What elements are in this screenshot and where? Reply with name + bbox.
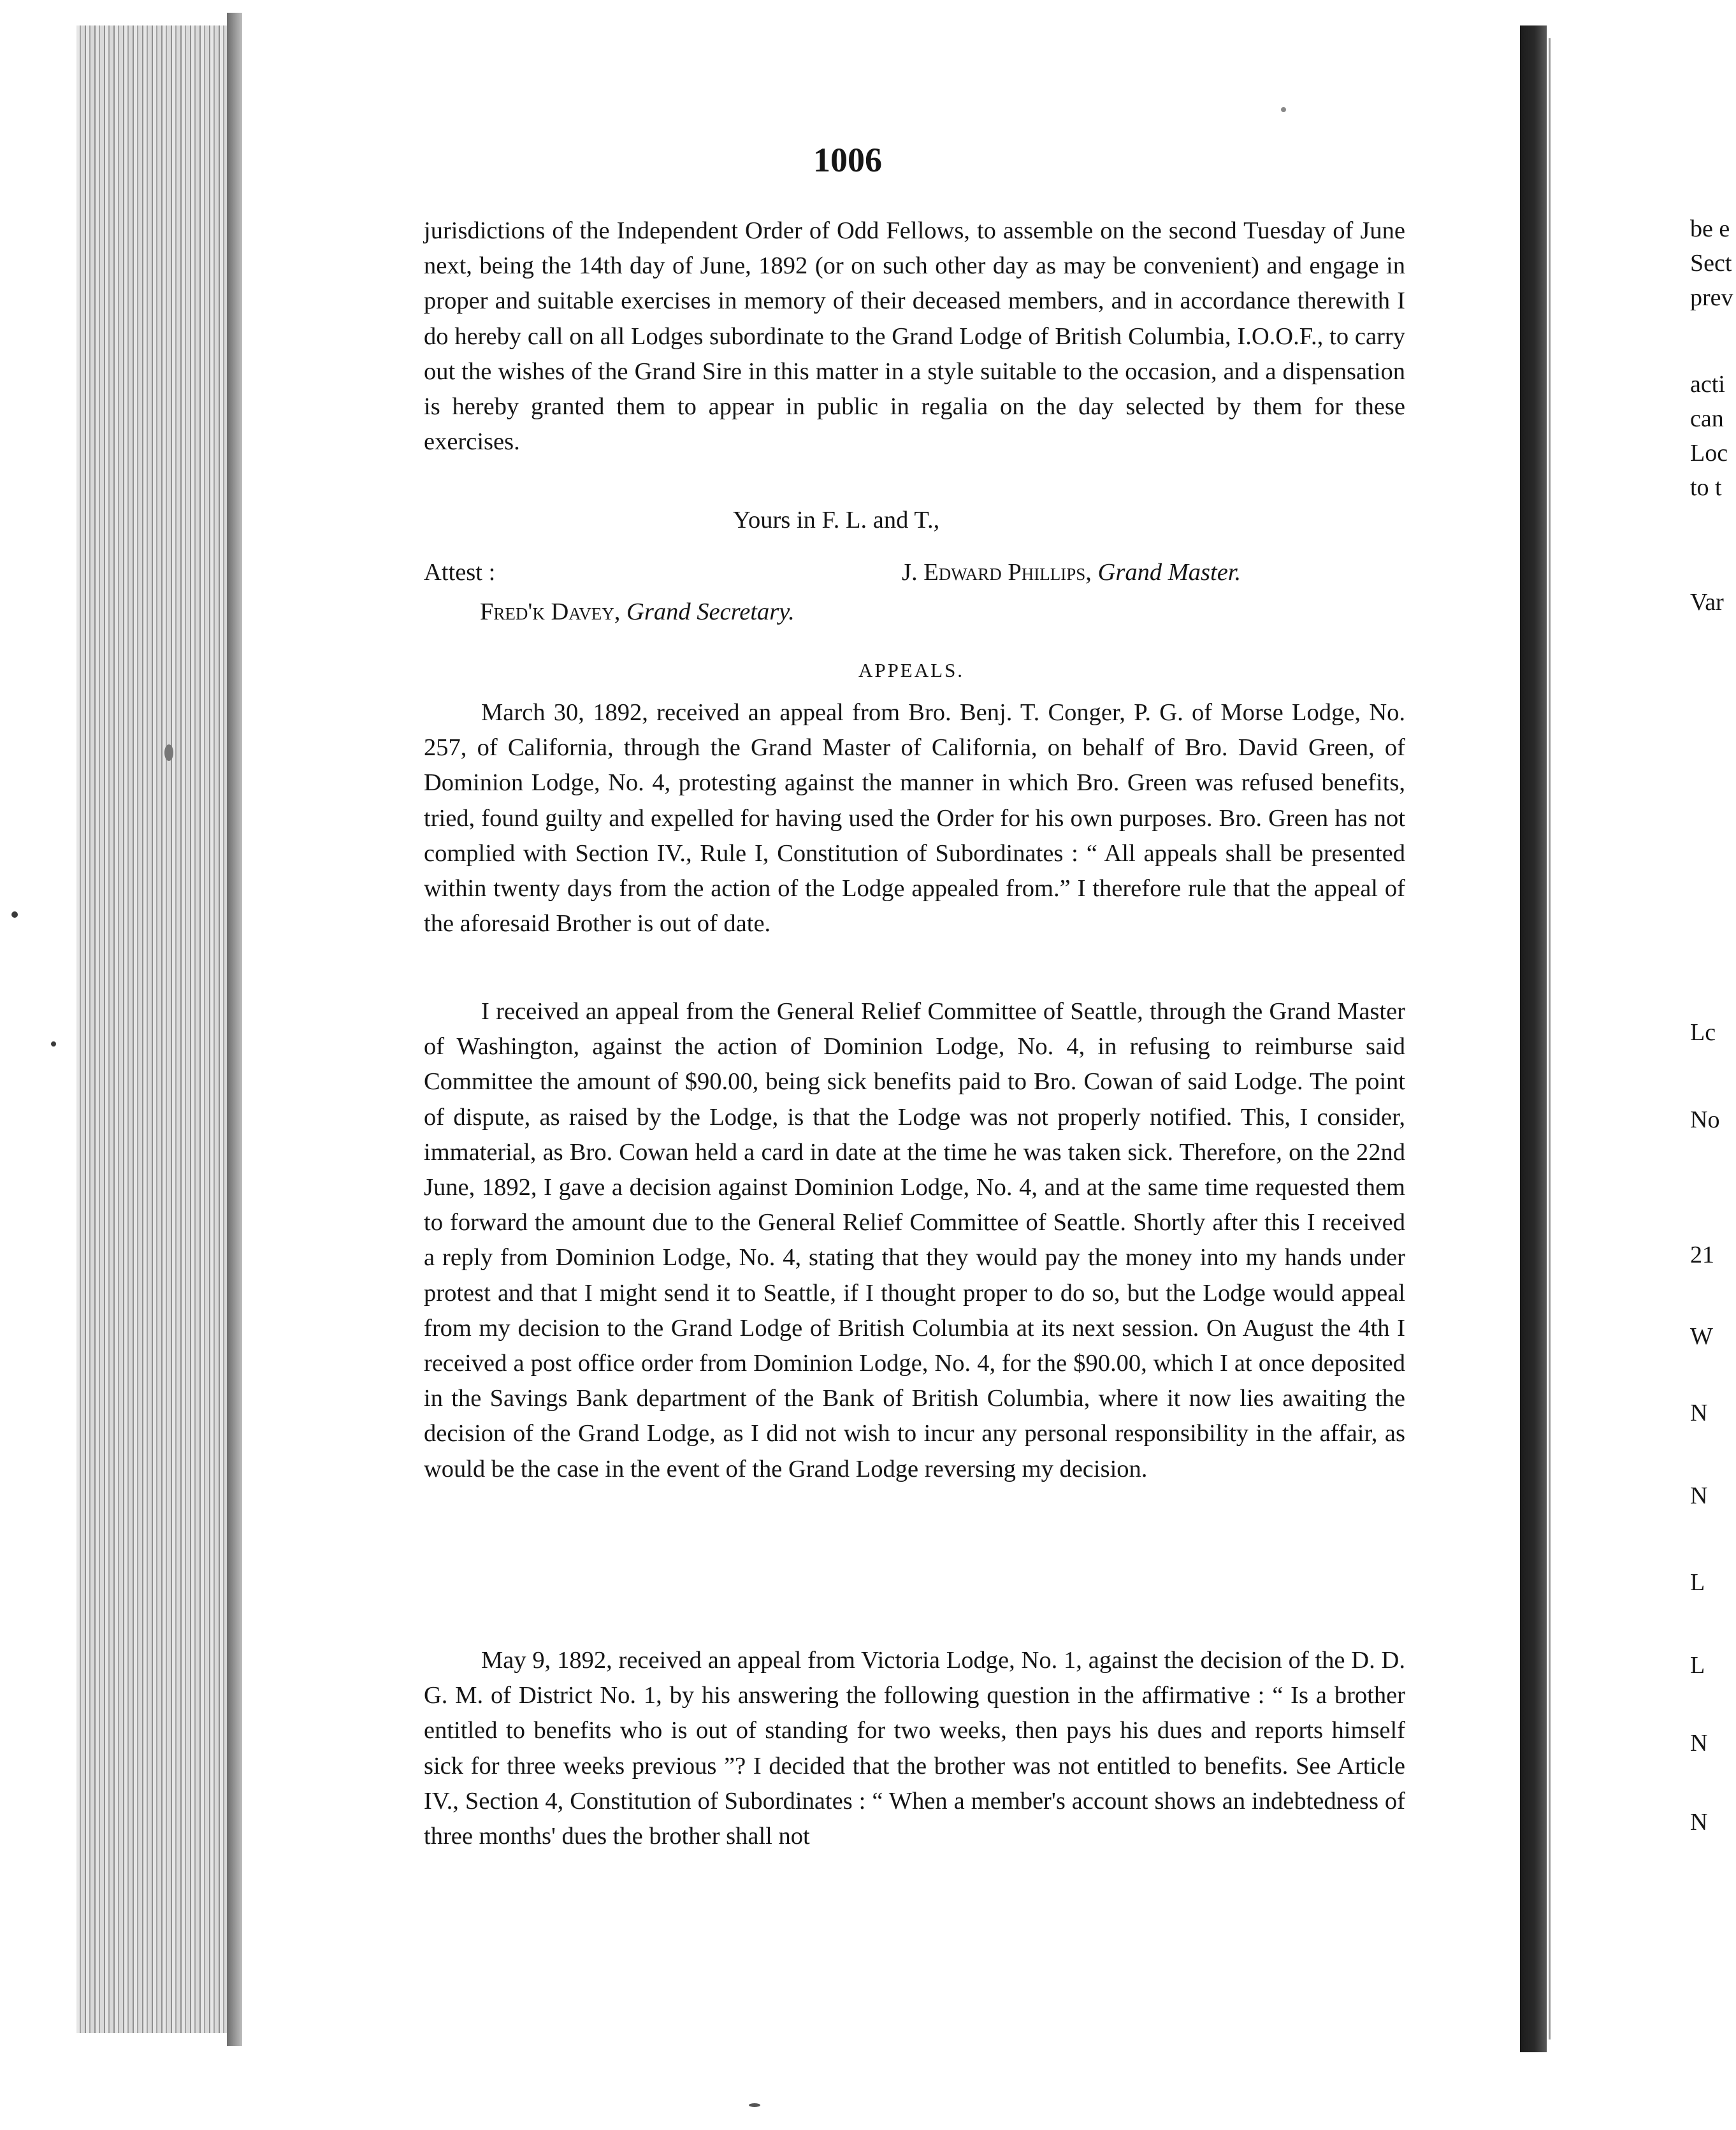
paragraph-intro: jurisdictions of the Independent Order of Odd Fellows, to assemble on the second Tuesday of June next, being the 14th day of June, 1892 (or on such other day as may be convenient) and engage in proper and suitable exercises in memory of their deceased members, and in accordance therewith I do hereby call on all Lodges subordinate to the Grand Lodge of British Columbia, I.O.O.F., to carry out the wishes of the Grand Sire in this matter in a style suitable to the occasion, and a dispensation is hereby granted them to appear in public in regalia on the day selected by them for these exercises. (424, 217, 1405, 456)
right-page-line: to t (1690, 474, 1722, 501)
paragraph-appeal-conger: March 30, 1892, received an appeal from Bro. Benj. T. Conger, P. G. of Morse Lodge, No. 257, of California, through the Grand Master of California, on behalf of Bro. David Green, of Dominion Lodge, No. 4, protesting against the manner in which Bro. Green was refused benefits, tried, found guilty and expelled for having used the Order for his own purposes. Bro. Green has not complied with Section IV., Rule I, Constitution of Subordinates : “ All appeals shall be presented within twenty days from the action of the Lodge appealed from.” I therefore rule that the appeal of the aforesaid Brother is out of date. (424, 699, 1405, 938)
page-number: 1006 (813, 141, 882, 179)
paragraph-appeal-victoria: May 9, 1892, received an appeal from Victoria Lodge, No. 1, against the decision of the D. D. G. M. of District No. 1, by his answering the following question in the affirmative : “ Is a brother entitled to benefits who is out of standing for two weeks, then pays his dues and reports himself sick for three weeks previous ”? I decided that the brother was not entitled to benefits. See Article IV., Section 4, Constitution of Subordinates : “ When a member's account shows an indebtedness of three months' dues the brother shall not (424, 1647, 1405, 1850)
right-page-line: 21 (1690, 1242, 1714, 1268)
grand-master-title: Grand Master. (1097, 559, 1241, 586)
grand-master-signature (902, 558, 1241, 586)
right-page-line: No (1690, 1106, 1720, 1133)
right-page (1551, 0, 1736, 2130)
scan-speck (11, 911, 18, 918)
section-heading-appeals: APPEALS. (858, 659, 965, 681)
right-page-line: N (1690, 1809, 1708, 1836)
scan-speck (749, 2103, 760, 2107)
attest-label: Attest : (424, 559, 496, 586)
right-page-line: Lc (1690, 1019, 1716, 1046)
right-page-line: Var (1690, 589, 1724, 616)
right-page-line: be e (1690, 215, 1730, 242)
right-page-line: Loc (1690, 440, 1728, 467)
right-page-line: N (1690, 1400, 1708, 1426)
right-page-line: prev (1690, 284, 1733, 311)
right-page-line: L (1690, 1569, 1705, 1596)
grand-secretary-signature (480, 598, 795, 626)
book-gutter (1520, 25, 1547, 2052)
scan-speck (1281, 107, 1286, 112)
grand-secretary-title: Grand Secretary. (626, 598, 795, 625)
paragraph-appeal-seattle: I received an appeal from the General Relief Committee of Seattle, through the Grand Master of Washington, against the action of Dominion Lodge, No. 4, in refusing to reimburse said Committee the amount of $90.00, being sick benefits paid to Bro. Cowan of said Lodge. The point of dispute, as raised by the Lodge, is that the Lodge was not properly notified. This, I consider, immaterial, as Bro. Cowan held a card in date at the time he was taken sick. Therefore, on the 22nd June, 1892, I gave a decision against Dominion Lodge, No. 4, and at the same time requested them to forward the amount due to the General Relief Committee of Seattle. Shortly after this I received a reply from Dominion Lodge, No. 4, stating that they would pay the money into my hands under protest and that I might send it to Seattle, if I thought proper to do so, but the Lodge would appeal from my decision to the Grand Lodge of British Columbia at its next session. On August the 4th I received a post office order from Dominion Lodge, No. 4, for the $90.00, which I at once deposited in the Savings Bank department of the Bank of British Columbia, where it now lies awaiting the decision of the Grand Lodge, as I did not wish to incur any personal responsibility in the affair, as would be the case in the event of the Grand Lodge reversing my decision. (424, 998, 1405, 1482)
right-page-line: N (1690, 1730, 1708, 1757)
right-page-line: can (1690, 405, 1724, 432)
grand-secretary-name: Fred'k Davey, (480, 598, 621, 625)
scan-speck (164, 744, 173, 761)
page-stack-edges (76, 25, 242, 2033)
page-stack-shadow (227, 13, 242, 2046)
right-page-line: L (1690, 1652, 1705, 1679)
grand-master-name: J. Edward Phillips, (902, 559, 1092, 586)
right-page-line: W (1690, 1323, 1713, 1350)
right-page-line: acti (1690, 371, 1725, 398)
right-page-line: Sect (1690, 250, 1732, 277)
right-page-line: N (1690, 1482, 1708, 1509)
letter-closing: Yours in F. L. and T., (733, 507, 940, 533)
scan-speck (51, 1041, 56, 1047)
